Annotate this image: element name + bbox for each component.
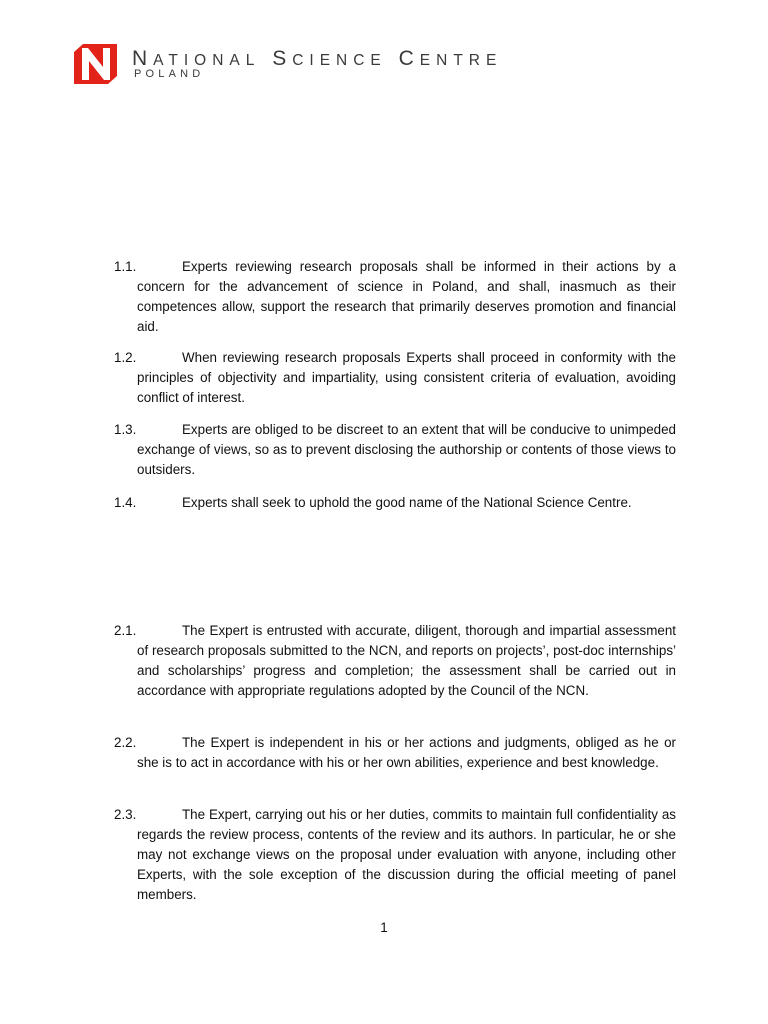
- clause-text: The Expert, carrying out his or her duties, commits to maintain full confidentiality as regards the review process, contents of the review and its authors. In particular, he or she may not exchange views on the proposal under evaluation with anyone, including other Experts, with the sole exception of the discussion during the official meeting of panel members.: [137, 807, 676, 902]
- clause-1-3: [114, 420, 676, 480]
- clause-text: Experts are obliged to be discreet to an extent that will be conducive to unimpeded exchange of views, so as to prevent disclosing the authorship or contents of those views to outsiders.: [137, 422, 676, 477]
- clause-2-1: [114, 621, 676, 701]
- clause-text: When reviewing research proposals Experts shall proceed in conformity with the principles of objectivity and impartiality, using consistent criteria of evaluation, avoiding conflict of interest.: [137, 350, 676, 405]
- clause-number: 2.3.: [114, 807, 137, 822]
- org-name-word-1-rest: ATIONAL: [153, 52, 261, 69]
- clause-number: 2.2.: [114, 735, 137, 750]
- clause-1-4: [114, 493, 676, 513]
- clause-number: 2.1.: [114, 623, 137, 638]
- clause-number: 1.3.: [114, 422, 137, 437]
- clause-text: Experts reviewing research proposals shall be informed in their actions by a concern for the advancement of science in Poland, and shall, inasmuch as their competences allow, support the research that primarily deserves promotion and financial aid.: [137, 259, 676, 334]
- clause-1-1: [114, 257, 676, 337]
- org-name-word-3-rest: ENTRE: [419, 52, 503, 69]
- document-header: [74, 44, 554, 84]
- clause-text: The Expert is independent in his or her actions and judgments, obliged as he or she is to act in accordance with his or her own abilities, experience and best knowledge.: [137, 735, 676, 770]
- clause-1-2: [114, 348, 676, 408]
- ncn-logo-icon: [74, 44, 117, 84]
- clause-number: 1.2.: [114, 350, 137, 365]
- clause-number: 1.1.: [114, 259, 137, 274]
- clause-text: Experts shall seek to uphold the good name of the National Science Centre.: [182, 495, 632, 510]
- organization-country: POLAND: [134, 68, 205, 80]
- org-name-word-2-rest: CIENCE: [292, 52, 387, 69]
- org-name-word-2-cap: S: [272, 47, 293, 70]
- clause-2-3: [114, 805, 676, 905]
- org-name-word-3-cap: C: [398, 47, 420, 70]
- page-number: 1: [380, 920, 388, 935]
- clause-text: The Expert is entrusted with accurate, diligent, thorough and impartial assessment of research proposals submitted to the NCN, and reports on projects’, post-doc internships’ and scholarships’ progress and completion; the assessment shall be carried out in accordance with appropriate regulations adopted by the Council of the NCN.: [137, 623, 676, 698]
- org-name-word-1-cap: N: [132, 47, 154, 70]
- clause-2-2: [114, 733, 676, 773]
- clause-number: 1.4.: [114, 495, 137, 510]
